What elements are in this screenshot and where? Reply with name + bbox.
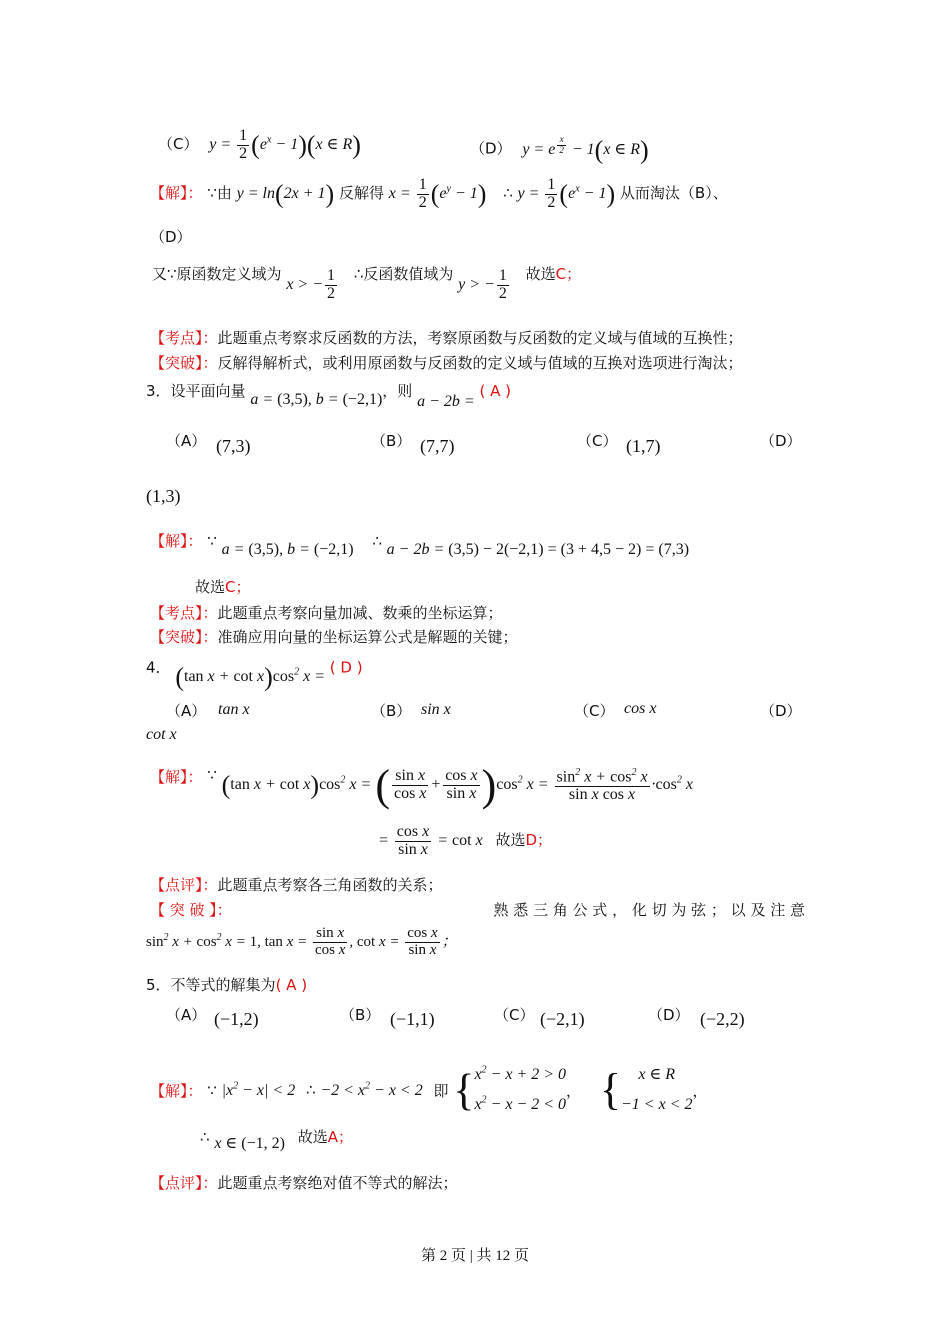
page-footer: 第 2 页 | 共 12 页 — [420, 1248, 529, 1264]
q3-solution — [150, 530, 690, 558]
text: ∴ — [200, 1128, 210, 1146]
question-number: 3． — [146, 382, 171, 400]
brace: { — [453, 1065, 475, 1115]
q2-tupo — [150, 352, 743, 373]
solution-tag: 【解】： — [150, 183, 203, 202]
kaodian-text: 此题重点考察向量加减、数乘的坐标运算； — [217, 604, 503, 622]
question-number: 4． — [146, 658, 171, 677]
system-1: $x^2 - x + 2 > 0$ $x^2 - x - 2 < 0$ — [474, 1064, 567, 1114]
q4-option-a-value: tan x — [218, 701, 250, 718]
q4-option-a — [166, 700, 206, 721]
q4-dianping — [150, 874, 443, 895]
formula: a = (3,5), b = (−2,1) — [221, 541, 354, 558]
q5-solution: 【解】： ∵ $|x^2 - x| < 2$ ∴ $-2 < x^2 - x < 2$ 即 { $x^2 - x + 2 > 0$ $x^2 - x - 2 < 0$ ， { x ∈ R −1 < x < 2 ， — [150, 1060, 707, 1121]
q5-stem — [146, 974, 307, 995]
q2-solution-line2 — [152, 258, 582, 302]
text: ∵ — [207, 766, 217, 784]
formula: = $\frac{\text{cos x}}{\text{sin x}}$ = cot x — [378, 823, 483, 858]
text: ∵由 — [207, 183, 232, 202]
q3-tupo — [150, 626, 518, 647]
q4-option-c — [574, 700, 614, 721]
system-2: x ∈ R −1 < x < 2 — [620, 1066, 693, 1114]
option-label: （C） — [494, 1006, 535, 1024]
formula: x ∈ (−1, 2) — [214, 1135, 285, 1152]
q4-solution — [150, 760, 693, 811]
formula: a − 2b = — [417, 393, 475, 410]
tupo-text: 反解得解析式，或利用原函数与反函数的定义域与值域的互换对选项进行淘汰； — [217, 354, 743, 372]
text: 又∵原函数定义域为 — [152, 264, 282, 283]
question-number: 5． — [146, 976, 171, 994]
kaodian-text: 此题重点考察求反函数的方法，考察原函数与反函数的定义域与值域的互换性； — [217, 329, 743, 347]
text: 故选 — [525, 264, 556, 283]
q2-solution-line1 — [150, 177, 728, 212]
formula: $-2 < x^2 - x < 2$ — [320, 1080, 423, 1100]
q5-option-d-value: (−2,2) — [700, 1009, 745, 1029]
tupo-tag: 【突破】： — [150, 354, 218, 372]
text: 反解得 — [339, 183, 385, 202]
option-label: （D） — [648, 1006, 690, 1024]
option-label: （B） — [371, 432, 412, 450]
q3-option-b — [371, 430, 411, 451]
dianping-text: 此题重点考察各三角函数的关系； — [217, 876, 443, 894]
formula: x > − $\frac{1}{2}$ — [286, 267, 336, 302]
text: 故选 — [495, 830, 526, 849]
formula: y > − $\frac{1}{2}$ — [458, 267, 507, 302]
option-label: （A） — [166, 702, 207, 720]
formula: (tan $x + \cot x)\cos^2$ x = — [175, 662, 326, 691]
q3-option-c — [577, 430, 617, 451]
q3-option-a-value: (7,3) — [216, 436, 251, 456]
formula: x = $\frac{1}{2}$ $(e^y - 1)$ — [388, 176, 487, 211]
q5-option-b-value: (−1,1) — [390, 1009, 435, 1029]
answer: D； — [525, 830, 553, 849]
text: ∵ — [207, 1081, 217, 1100]
q3-option-b-value: (7,7) — [420, 436, 455, 456]
option-label: （C） — [574, 702, 615, 720]
solution-tag: 【解】： — [150, 532, 203, 550]
q5-option-a-value: (−1,2) — [214, 1009, 259, 1029]
answer: C； — [555, 264, 582, 283]
text: ∴ — [503, 183, 513, 202]
q5-dianping — [150, 1172, 458, 1193]
option-label: （B） — [371, 702, 412, 720]
text: 从而淘汰（B）、 — [619, 183, 728, 202]
dianping-tag: 【点评】： — [150, 876, 218, 894]
option-label: （A） — [166, 1006, 207, 1024]
answer: C； — [225, 578, 251, 596]
q3-option-c-value: (1,7) — [626, 436, 661, 456]
q4-option-b — [371, 700, 411, 721]
formula: a = (3,5), b = (−2,1) — [250, 391, 383, 408]
q5-option-c-value: (−2,1) — [540, 1009, 585, 1029]
q4-option-c-value: cos x — [624, 700, 657, 717]
q4-solution-2 — [378, 824, 552, 859]
option-label: （B） — [340, 1006, 381, 1024]
q4-option-d-value: cot x — [146, 726, 177, 743]
text: ∵ — [207, 532, 217, 550]
q5-conclusion — [200, 1126, 354, 1152]
formula: y = e $^{\frac{x}{2}}$ − 1(x ∈ R) — [522, 134, 649, 164]
solution-tag: 【解】： — [150, 1081, 203, 1100]
text: 故选 — [297, 1128, 328, 1146]
formula: y = $\frac{1}{2}$ $(e^x - 1)$ — [517, 176, 616, 211]
text: 即 — [433, 1081, 449, 1100]
tupo-tag: 【突破】： — [150, 628, 218, 646]
option-label: （C） — [577, 432, 618, 450]
q4-tupo-formula — [146, 926, 457, 959]
q4-option-b-value: sin x — [421, 701, 451, 718]
dianping-text: 此题重点考察绝对值不等式的解法； — [217, 1174, 458, 1192]
answer: ( A ) — [275, 976, 308, 994]
q3-option-d — [760, 430, 802, 451]
text: 不等式的解集为 — [170, 976, 276, 994]
q2-option-c — [158, 128, 361, 163]
q4-option-d — [760, 700, 802, 721]
formula: a − 2b = (3,5) − 2(−2,1) = (3 + 4,5 − 2) = (7,3) — [386, 541, 690, 558]
q2-kaodian — [150, 327, 743, 348]
option-label: （D） — [760, 432, 802, 450]
dianping-tag: 【点评】： — [150, 1174, 218, 1192]
option-label: （A） — [166, 432, 207, 450]
formula: $\sin^2 x + \cos^2 x = 1$, tan x = $\frac{\text{sin x}}{\text{cos x}}$ , cot x = $\frac{\text{cos x}}{\text{sin x}}$ ； — [146, 925, 457, 958]
option-label: （C） — [158, 134, 199, 153]
text: ∴反函数值域为 — [353, 264, 454, 283]
tupo-tag: 【 突 破 】： — [150, 901, 232, 919]
q2-option-d — [470, 135, 649, 165]
option-label: （D） — [760, 702, 802, 720]
formula: (tan $x + \cot x)\cos^2$ x = ( $\frac{\text{sin x}}{\text{cos x}}$ + $\frac{\text{cos x}}{\text{sin x}}$ )$\cos^2$ x = $\frac{\sin^2 x + \cos^2 x}{\text{sin x cos x}}$ $\cdot\cos^2$ x — [221, 761, 693, 810]
brace: { — [599, 1065, 621, 1115]
q5-option-d — [648, 1004, 690, 1025]
q3-kaodian — [150, 602, 503, 623]
answer: A； — [327, 1128, 354, 1146]
q4-stem — [146, 654, 363, 691]
q3-pick — [195, 576, 251, 597]
solution-tag: 【解】： — [150, 768, 203, 786]
text: ∴ — [306, 1081, 316, 1100]
q5-option-c — [494, 1004, 534, 1025]
answer: ( D ) — [329, 658, 363, 677]
q3-stem — [146, 380, 511, 410]
text: ∴ — [372, 532, 382, 550]
q3-option-a — [166, 430, 206, 451]
tupo-text: 准确应用向量的坐标运算公式是解题的关键； — [217, 628, 518, 646]
q5-option-a — [166, 1004, 206, 1025]
q4-tupo — [150, 899, 805, 920]
text: ，则 — [382, 382, 413, 400]
tupo-text: 熟 悉 三 角 公 式 ， 化 切 为 弦 ； 以 及 注 意 — [493, 901, 805, 919]
kaodian-tag: 【考点】： — [150, 329, 218, 347]
formula: $|x^2 - x| < 2$ — [221, 1080, 296, 1100]
text: 设平面向量 — [170, 382, 246, 400]
option-label: （D） — [470, 139, 512, 158]
formula: y = ln(2x + 1) — [236, 179, 335, 209]
q5-option-b — [340, 1004, 380, 1025]
text: 故选 — [195, 578, 226, 596]
q3-option-d-value: (1,3) — [146, 486, 181, 506]
answer: ( A ) — [479, 382, 511, 400]
formula: y = $\frac{1}{2}$ $(e^x - 1)(x$ ∈ R) — [209, 127, 361, 162]
kaodian-tag: 【考点】： — [150, 604, 218, 622]
q2-solution-cont: （D） — [150, 228, 192, 246]
